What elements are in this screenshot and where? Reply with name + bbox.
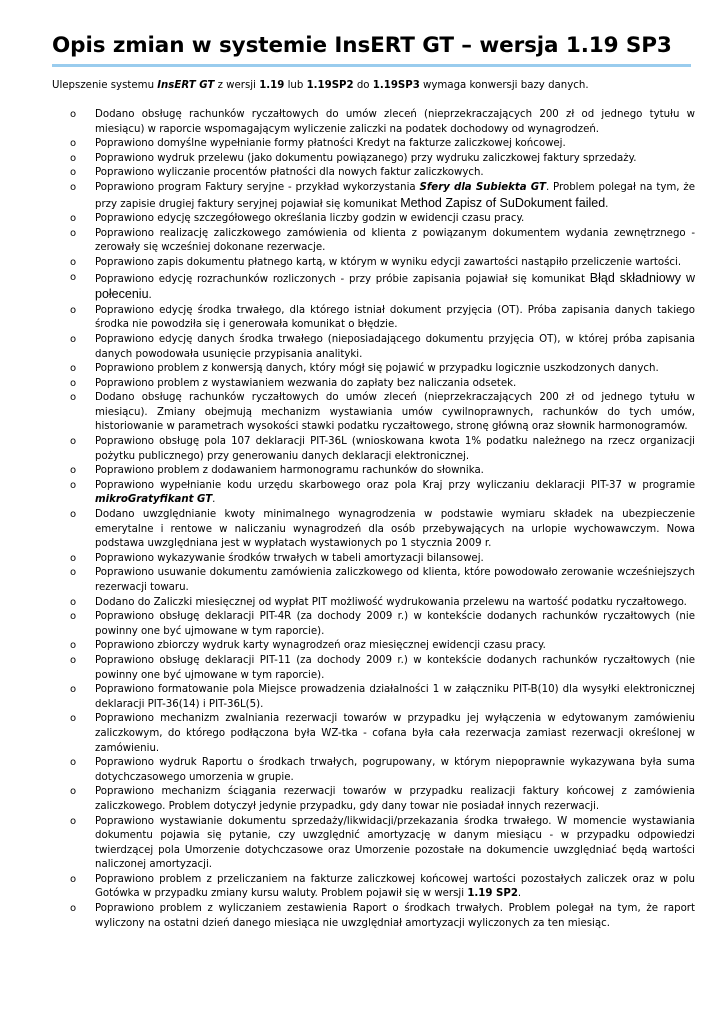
list-item [70,683,695,712]
list-item [70,479,695,508]
list-item [70,152,695,167]
list-item-text: Poprawiono problem z konwersją danych, który mógł się pojawić w przypadku logicznie uszkodzonych danych. [95,363,659,375]
list-item-text: Poprawiono wydruk Raportu o środkach trwałych, pogrupowany, w którym niepoprawnie wykazywana była suma dotychczasowego umorzenia w grupie. [95,757,695,783]
list-item-emphasis: mikroGratyfikant GT [95,494,213,506]
list-item [70,391,695,435]
list-item-text: . [212,494,216,506]
list-item [70,610,695,639]
bullet-icon: o [70,873,77,885]
bullet-icon: o [70,167,77,179]
list-item [70,873,695,902]
list-item-text: Poprawiono problem z wyliczaniem zestawienia Raport o środkach trwałych. Problem polegał na tym, że raport wyliczony na ostatni dzień danego miesiąca nie uwzględniał amortyzacji wyliczonych za ten miesiąc. [95,903,695,929]
bullet-icon: o [70,377,77,389]
bullet-icon: o [70,903,77,915]
list-item-text: Poprawiono realizację zaliczkowego zamówienia od klienta z powiązanym dokumentem wydania zewnętrznego - zerowały się wcześniej dokonane rezerwacje. [95,227,695,254]
bullet-icon: o [70,479,77,491]
bullet-icon: o [70,333,77,345]
list-item-text: Poprawiono edycję danych środka trwałego (nieposiadającego dokumentu przyjęcia OT), w której próba zapisania danych powodowała usunięcie przypisania analityki. [95,333,695,360]
list-item-text: Poprawiono wystawianie dokumentu sprzedaży/likwidacji/przekazania środka trwałego. W momencie wystawiania dokumentu pojawia się pytanie, czy uwzględnić amortyzację w danym miesiącu - w przypadku odpowiedzi twierdzącej pola Umorzenie dotychczasowe oraz Umorzenie pozostałe na dokumencie uwzględniać będą wartości naliczonej amortyzacji. [95,815,695,871]
title-underline [52,64,691,67]
list-item-text: Dodano obsługę rachunków ryczałtowych do umów zleceń (nieprzekraczających 200 zł od jednego tytułu w miesiącu) w raporcie wspomagającym wyliczenie zaliczki na podatek dochodowy od wynagrodzeń. [95,109,695,135]
intro-paragraph [52,80,692,91]
list-item-text: Poprawiono program Faktury seryjne - przykład wykorzystania [95,181,420,193]
list-item-text: Poprawiono usuwanie dokumentu zamówienia zaliczkowego od klienta, które powodowało zerowanie wcześniejszych rezerwacji towaru. [95,567,695,593]
list-item-text: . [605,198,609,210]
bullet-icon: o [70,436,77,448]
list-item [70,137,695,152]
list-item-text: Poprawiono obsługę deklaracji PIT-11 (za dochody 2009 r.) w kontekście dodanych rachunków ryczałtowych (nie powinny one być ujmowane w tym raporcie). [95,654,695,681]
list-item-text: Poprawiono wydruk przelewu (jako dokumentu powiązanego) przy wydruku zaliczkowej faktury sprzedaży. [95,152,637,164]
bullet-icon: o [70,815,77,827]
list-item [70,271,695,304]
bullet-icon: o [70,363,77,375]
list-item [70,377,695,392]
list-item-text: Poprawiono zbiorczy wydruk karty wynagrodzeń oraz miesięcznej ewidencji czasu pracy. [95,640,546,652]
intro-text: z wersji [214,80,260,91]
list-item-version: 1.19 SP2 [467,888,518,900]
list-item-emphasis: Sfery dla Subiekta GT [419,181,546,193]
bullet-icon: o [70,757,77,769]
list-item-text: Poprawiono wyliczanie procentów płatności dla nowych faktur zaliczkowych. [95,167,484,179]
list-item [70,552,695,567]
list-item-text: Dodano do Zaliczki miesięcznej od wypłat PIT możliwość wydrukowania przelewu na wartość podatku ryczałtowego. [95,596,687,608]
list-item-text: Poprawiono obsługę deklaracji PIT-4R (za dochody 2009 r.) w kontekście dodanych rachunków ryczałtowych (nie powinny one być ujmowane w tym raporcie). [95,611,695,637]
list-item-text: . Problem polegał na tym, że przy zapisie drugiej faktury seryjnej pojawiał się komunikat [95,181,695,210]
list-item [70,902,695,931]
error-message-text: Method Zapisz of SuDokument failed [400,195,606,210]
list-item [70,256,695,271]
bullet-icon: o [70,509,77,521]
bullet-icon: o [70,109,77,120]
bullet-icon: o [70,227,77,239]
bullet-icon: o [70,392,77,404]
intro-version-from: 1.19 [259,80,285,91]
list-item-text: Poprawiono formatowanie pola Miejsce prowadzenia działalności 1 w załączniku PIT-B(10) dla wysyłki elektronicznej deklaracji PIT-36(14) i PIT-36L(5). [95,684,695,710]
list-item-text: Poprawiono mechanizm ściągania rezerwacji towarów w przypadku realizacji faktury końcowej z zamówienia zaliczkowego. Problem dotyczył jedynie przypadku, gdy dany towar nie posiadał innych rezerwacji. [95,786,695,812]
list-item [70,785,695,814]
list-item-text: Poprawiono zapis dokumentu płatnego kartą, w którym w wyniku edycji zawartości nastąpiło przeliczenie wartości. [95,256,682,268]
list-item [70,435,695,464]
bullet-icon: o [70,713,77,725]
bullet-icon: o [70,567,77,579]
bullet-icon: o [70,256,77,268]
list-item-text: Poprawiono edycję szczegółowego określania liczby godzin w ewidencji czasu pracy. [95,213,525,225]
list-item [70,181,695,212]
bullet-icon: o [70,181,77,193]
list-item-text: Poprawiono problem z przeliczaniem na fakturze zaliczkowej końcowej wartości pozostałych zaliczek oraz w polu Gotówka w przypadku zmiany kursu waluty. Problem pojawił się w wersji [95,873,695,900]
list-item-text: Poprawiono edycję rozrachunków rozliczonych - przy próbie zapisania pojawiał się komunikat [95,273,590,285]
list-item [70,815,695,873]
page-title: Opis zmian w systemie InsERT GT – wersja 1.19 SP3 [52,33,672,58]
bullet-icon: o [70,654,77,666]
bullet-icon: o [70,552,77,564]
list-item [70,596,695,611]
list-item-text: Poprawiono obsługę pola 107 deklaracji PIT-36L (wnioskowana kwota 1% podatku należnego na rzecz organizacji pożytku publicznego) przy generowaniu danych deklaracji elektronicznej. [95,436,695,462]
bullet-icon: o [70,138,77,150]
list-item-text: Poprawiono problem z wystawianiem wezwania do zapłaty bez naliczania odsetek. [95,377,517,389]
error-message-text: Błąd składniowy w połeceniu [95,270,695,302]
list-item-text: Poprawiono wykazywanie środków trwałych w tabeli amortyzacji bilansowej. [95,552,484,564]
list-item-text: Dodano obsługę rachunków ryczałtowych do umów zleceń (nieprzekraczających 200 zł od jednego tytułu w miesiącu). Zmiany obejmują mechanizm wystawiania umów cywilnoprawnych, rachunków do tych umów, historiowanie w parametrach wysokości stawki podatku ryczałtowego, stronę główną oraz słownik harmonogramów. [95,392,695,433]
list-item [70,362,695,377]
bullet-icon: o [70,596,77,608]
list-item-text: . [517,888,522,900]
list-item [70,166,695,181]
intro-system-name: InsERT GT [157,80,215,91]
list-item [70,333,695,362]
bullet-icon: o [70,611,77,623]
bullet-icon: o [70,304,77,316]
list-item [70,639,695,654]
list-item-text: Poprawiono domyślne wypełnianie formy płatności Kredyt na fakturze zaliczkowej końcowej. [95,138,566,150]
bullet-icon: o [70,465,77,477]
list-item [70,654,695,683]
list-item [70,464,695,479]
bullet-icon: o [70,271,77,283]
intro-text: lub [284,80,307,91]
bullet-icon: o [70,684,77,696]
list-item-text: Poprawiono edycję środka trwałego, dla którego istniał dokument przyjęcia (OT). Próba zapisania danych takiego środka nie powodziła się i generowała komunikat o błędzie. [95,304,695,331]
bullet-icon: o [70,213,77,225]
bullet-icon: o [70,640,77,652]
list-item [70,566,695,595]
list-item [70,304,695,333]
list-item [70,508,695,552]
list-item-text: Poprawiono problem z dodawaniem harmonogramu rachunków do słownika. [95,465,484,477]
list-item [70,712,695,756]
intro-version-to: 1.19SP3 [372,80,420,91]
intro-version-alt: 1.19SP2 [306,80,354,91]
intro-text: do [353,80,373,91]
intro-text: wymaga konwersji bazy danych. [419,80,589,91]
list-item [70,227,695,256]
list-item [70,108,695,137]
list-item-text: Dodano uwzględnianie kwoty minimalnego wynagrodzenia w podstawie wymiaru składek na ubezpieczenie emerytalne i rentowe w naliczaniu wynagrodzeń dla osób przebywających na urlopie wychowawczym. Nowa podstawa uwzględniana jest w wypłatach wystawionych po 1 stycznia 2009 r. [95,509,695,550]
list-item [70,212,695,227]
list-item [70,756,695,785]
intro-text: Ulepszenie systemu [52,80,158,91]
change-list [70,108,695,931]
bullet-icon: o [70,152,77,164]
list-item-text: . [148,290,152,302]
bullet-icon: o [70,786,77,798]
list-item-text: Poprawiono mechanizm zwalniania rezerwacji towarów w przypadku jej wyłączenia w edytowanym zamówieniu zaliczkowym, do którego podłączona była WZ-tka - cofana była cała rezerwacja zamiast rezerwacji określonej w zamówieniu. [95,713,695,754]
list-item-text: Poprawiono wypełnianie kodu urzędu skarbowego oraz pola Kraj przy wyliczaniu deklaracji PIT-37 w programie [95,479,695,491]
